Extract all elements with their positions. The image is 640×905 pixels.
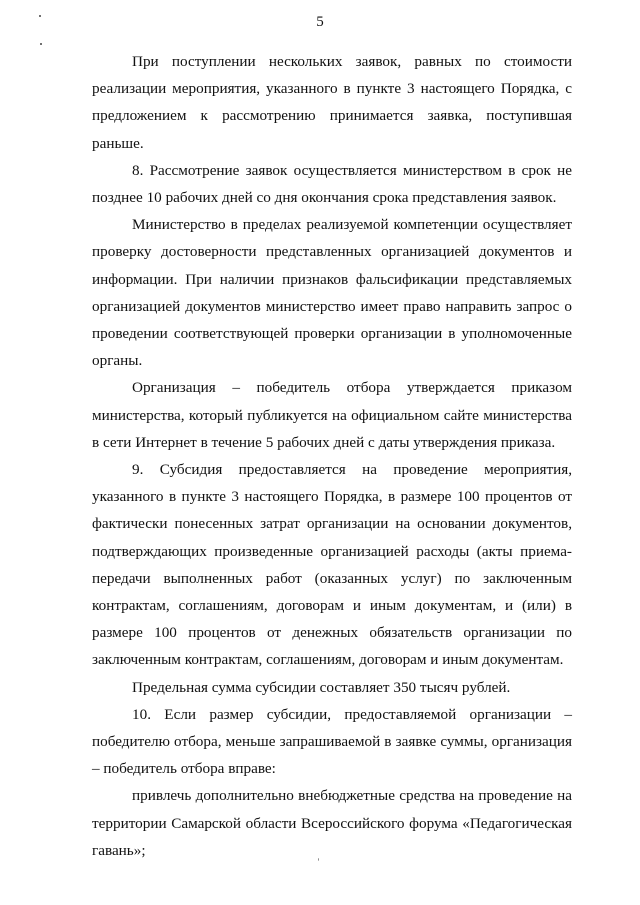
paragraph-winner-approval: Организация – победитель отбора утверждается приказом министерства, который публикуется на официальном сайте министерства в сети Интернет в течение 5 рабочих дней с даты утверждения приказа. — [92, 379, 572, 451]
paragraph-extra-funding: привлечь дополнительно внебюджетные средства на проведение на территории Самарской области Всероссийского форума «Педагогическая гавань»; — [92, 787, 572, 859]
scan-speck — [40, 43, 42, 45]
document-body — [92, 48, 572, 864]
paragraph-item-8-review-period: 8. Рассмотрение заявок осуществляется министерством в срок не позднее 10 рабочих дней со дня окончания срока представления заявок. — [92, 161, 572, 207]
page-number: 5 — [316, 14, 324, 30]
paragraph-item-10-lesser-subsidy: 10. Если размер субсидии, предоставляемой организации – победителю отбора, меньше запрашиваемой в заявке суммы, организация – победитель отбора вправе: — [92, 705, 572, 778]
paragraph-equal-cost-applications: При поступлении нескольких заявок, равных по стоимости реализации мероприятия, указанного в пункте 3 настоящего Порядка, с предложением к рассмотрению принимается заявка, поступившая раньше. — [92, 53, 572, 152]
paragraph-ministry-verification: Министерство в пределах реализуемой компетенции осуществляет проверку достоверности представленных организацией документов и информации. При наличии признаков фальсификации представляемых организацией документов министерство имеет право направить запрос о проведении соответствующей проверки организации в уполномоченные органы. — [92, 216, 572, 370]
paragraph-item-9-subsidy: 9. Субсидия предоставляется на проведение мероприятия, указанного в пункте 3 настоящего Порядка, в размере 100 процентов от фактически понесенных затрат организации на основании документов, подтверждающих произведенные организацией расходы (акты приема-передачи выполненных работ (оказанных услуг) по заключенным контрактам, соглашениям, договорам и иным документам, и (или) в размере 100 процентов от денежных обязательств организации по заключенным контрактам, соглашениям, договорам и иным документам. — [92, 461, 572, 669]
paragraph-subsidy-limit: Предельная сумма субсидии составляет 350 тысяч рублей. — [132, 678, 511, 696]
